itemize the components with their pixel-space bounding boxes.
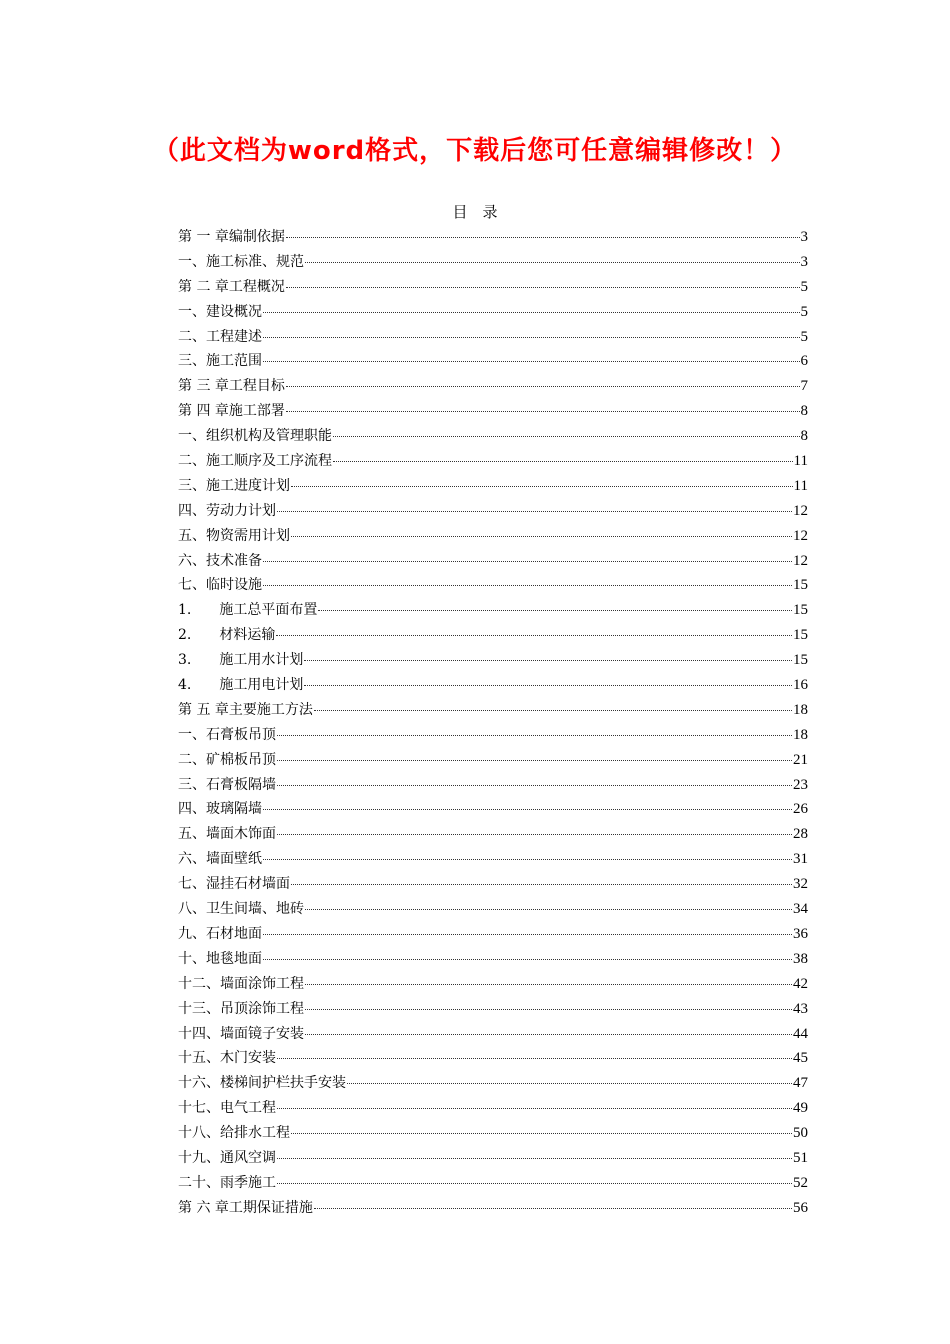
toc-leader-dots xyxy=(263,547,792,562)
toc-leader-dots xyxy=(286,273,800,288)
toc-entry-page-number: 31 xyxy=(793,851,808,868)
toc-entry-label: 七、临时设施 xyxy=(178,577,262,594)
toc-entry-label: 二、工程建述 xyxy=(178,328,262,345)
toc-entry-page-number: 8 xyxy=(800,403,808,420)
toc-leader-dots xyxy=(286,372,800,387)
toc-entry-page-number: 44 xyxy=(793,1025,808,1042)
toc-entry-label: 八、卫生间墙、地砖 xyxy=(178,901,304,918)
toc-leader-dots xyxy=(263,298,800,313)
toc-entry-label: 二、施工顺序及工序流程 xyxy=(178,453,332,470)
toc-entry-label: 十三、吊顶涂饰工程 xyxy=(178,1000,304,1017)
toc-entry-page-number: 42 xyxy=(793,975,808,992)
toc-title: 目 录 xyxy=(452,203,498,221)
toc-entry-label: 4. 施工用电计划 xyxy=(178,677,304,694)
toc-entry-label: 三、施工范围 xyxy=(178,353,262,370)
toc-entry-label: 九、石材地面 xyxy=(178,925,262,942)
toc-leader-dots xyxy=(333,447,793,462)
toc-entry-label: 七、湿挂石材墙面 xyxy=(178,876,290,893)
toc-entry-label: 3. 施工用水计划 xyxy=(178,652,304,669)
toc-leader-dots xyxy=(263,845,792,860)
toc-entry-page-number: 5 xyxy=(800,328,808,345)
toc-entry-label: 三、施工进度计划 xyxy=(178,477,290,494)
toc-leader-dots xyxy=(277,1144,792,1159)
toc-leader-dots xyxy=(314,696,792,711)
toc-leader-dots xyxy=(277,771,792,786)
toc-leader-dots xyxy=(286,397,800,412)
toc-leader-dots xyxy=(276,621,792,636)
toc-entry-label: 十、地毯地面 xyxy=(178,950,262,967)
toc-leader-dots xyxy=(305,970,792,985)
toc-entry-label: 一、石膏板吊顶 xyxy=(178,726,276,743)
toc-entry-page-number: 16 xyxy=(793,677,808,694)
toc-entry-label: 1. 施工总平面布置 xyxy=(178,602,318,619)
toc-leader-dots xyxy=(291,472,793,487)
toc-leader-dots xyxy=(305,1020,792,1035)
toc-entry-page-number: 26 xyxy=(793,801,808,818)
toc-entry-page-number: 43 xyxy=(793,1000,808,1017)
toc-leader-dots xyxy=(263,920,792,935)
toc-entry-label: 第 四 章施工部署 xyxy=(178,403,285,420)
toc-entry-label: 一、施工标准、规范 xyxy=(178,253,304,270)
toc-entry-page-number: 52 xyxy=(793,1174,808,1191)
toc-entry-page-number: 15 xyxy=(793,627,808,644)
toc-entry-page-number: 5 xyxy=(800,278,808,295)
toc-entry-label: 五、墙面木饰面 xyxy=(178,826,276,843)
toc-entry-page-number: 12 xyxy=(793,502,808,519)
toc-leader-dots xyxy=(347,1069,792,1084)
toc-entry-page-number: 12 xyxy=(793,552,808,569)
toc-leader-dots xyxy=(318,596,792,611)
toc-entry-page-number: 18 xyxy=(793,701,808,718)
toc-entry-label: 第 六 章工期保证措施 xyxy=(178,1199,313,1216)
toc-leader-dots xyxy=(304,671,792,686)
toc-entry-page-number: 11 xyxy=(793,477,808,494)
toc-entry-label: 六、技术准备 xyxy=(178,552,262,569)
toc-leader-dots xyxy=(305,895,792,910)
toc-entry-page-number: 23 xyxy=(793,776,808,793)
toc-entry-label: 十四、墙面镜子安装 xyxy=(178,1025,304,1042)
toc-entry-page-number: 49 xyxy=(793,1100,808,1117)
toc-entry-label: 十五、木门安装 xyxy=(178,1050,276,1067)
toc-entry-page-number: 50 xyxy=(793,1125,808,1142)
toc-leader-dots xyxy=(263,945,792,960)
toc-entry-page-number: 45 xyxy=(793,1050,808,1067)
toc-entry-label: 二十、雨季施工 xyxy=(178,1174,276,1191)
toc-entry-label: 一、组织机构及管理职能 xyxy=(178,428,332,445)
toc-entry-label: 第 三 章工程目标 xyxy=(178,378,285,395)
toc-entry-label: 十七、电气工程 xyxy=(178,1100,276,1117)
toc-leader-dots xyxy=(277,1169,792,1184)
toc-leader-dots xyxy=(277,746,792,761)
toc-entry-label: 六、墙面壁纸 xyxy=(178,851,262,868)
toc-leader-dots xyxy=(263,795,792,810)
toc-leader-dots xyxy=(291,1119,792,1134)
toc-entry-page-number: 38 xyxy=(793,950,808,967)
toc-entry-label: 十六、楼梯间护栏扶手安装 xyxy=(178,1075,346,1092)
toc-entry-page-number: 6 xyxy=(800,353,808,370)
toc-entry-page-number: 51 xyxy=(793,1149,808,1166)
toc-entry[interactable] xyxy=(178,1197,808,1222)
toc-leader-dots xyxy=(263,347,800,362)
toc-entry-page-number: 56 xyxy=(793,1199,808,1216)
toc-entry-label: 第 二 章工程概况 xyxy=(178,278,285,295)
toc-entry-label: 五、物资需用计划 xyxy=(178,527,290,544)
toc-leader-dots xyxy=(304,646,792,661)
toc-leader-dots xyxy=(277,721,792,736)
toc-leader-dots xyxy=(277,1094,792,1109)
toc-leader-dots xyxy=(286,223,800,238)
toc-leader-dots xyxy=(333,422,800,437)
toc-entry-label: 十九、通风空调 xyxy=(178,1149,276,1166)
toc-leader-dots xyxy=(314,1194,792,1209)
toc-entry-label: 2. 材料运输 xyxy=(178,627,276,644)
toc-entry-label: 三、石膏板隔墙 xyxy=(178,776,276,793)
toc-entry-page-number: 34 xyxy=(793,901,808,918)
toc-entry-page-number: 28 xyxy=(793,826,808,843)
toc-entry-label: 四、玻璃隔墙 xyxy=(178,801,262,818)
toc-entry-label: 十二、墙面涂饰工程 xyxy=(178,975,304,992)
toc-entry-label: 第 五 章主要施工方法 xyxy=(178,701,313,718)
toc-leader-dots xyxy=(277,1044,792,1059)
table-of-contents xyxy=(178,226,808,1222)
toc-entry-label: 二、矿棉板吊顶 xyxy=(178,751,276,768)
toc-leader-dots xyxy=(263,571,792,586)
toc-entry-label: 一、建设概况 xyxy=(178,303,262,320)
toc-entry-label: 四、劳动力计划 xyxy=(178,502,276,519)
toc-entry-page-number: 15 xyxy=(793,577,808,594)
toc-leader-dots xyxy=(263,323,800,338)
toc-entry-page-number: 15 xyxy=(793,602,808,619)
toc-entry-page-number: 11 xyxy=(793,453,808,470)
toc-leader-dots xyxy=(291,870,792,885)
toc-entry-page-number: 7 xyxy=(800,378,808,395)
toc-leader-dots xyxy=(305,248,800,263)
toc-leader-dots xyxy=(277,497,792,512)
toc-entry-label: 十八、给排水工程 xyxy=(178,1125,290,1142)
toc-entry-page-number: 32 xyxy=(793,876,808,893)
toc-entry-label: 第 一 章编制依据 xyxy=(178,229,285,245)
toc-entry-page-number: 12 xyxy=(793,527,808,544)
toc-entry-page-number: 3 xyxy=(800,229,808,245)
toc-entry-page-number: 21 xyxy=(793,751,808,768)
toc-entry-page-number: 5 xyxy=(800,303,808,320)
toc-entry-page-number: 47 xyxy=(793,1075,808,1092)
toc-leader-dots xyxy=(305,995,792,1010)
toc-leader-dots xyxy=(291,522,792,537)
toc-leader-dots xyxy=(277,820,792,835)
editable-notice-banner: （此文档为word格式，下载后您可任意编辑修改！） xyxy=(152,136,798,166)
toc-entry-page-number: 18 xyxy=(793,726,808,743)
toc-entry-page-number: 8 xyxy=(800,428,808,445)
toc-entry-page-number: 36 xyxy=(793,925,808,942)
toc-entry-page-number: 3 xyxy=(800,253,808,270)
toc-entry-page-number: 15 xyxy=(793,652,808,669)
